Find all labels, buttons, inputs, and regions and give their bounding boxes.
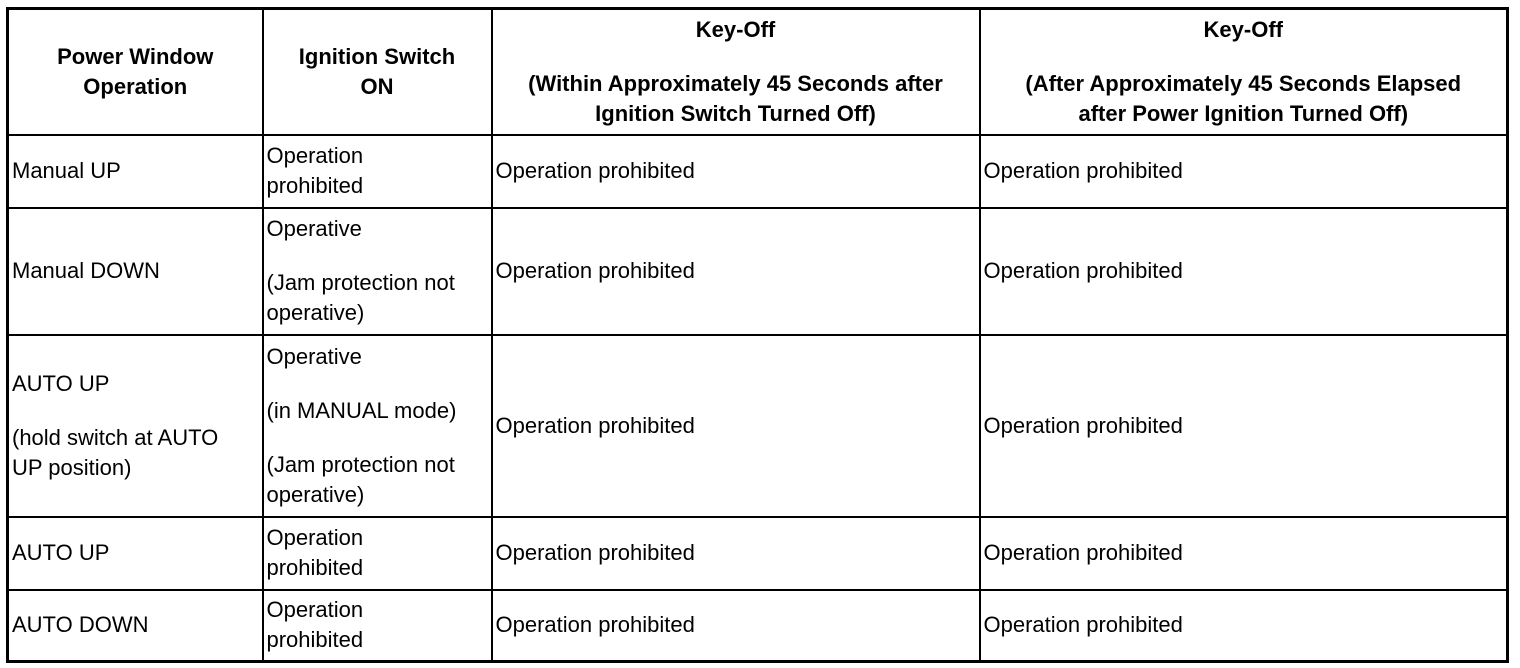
cell-operation: AUTO DOWN: [8, 590, 263, 662]
cell-after-45s: Operation prohibited: [980, 335, 1508, 517]
document-page: [6, 7, 1509, 663]
cell-after-45s: Operation prohibited: [980, 135, 1508, 208]
table-header-row: [8, 9, 1508, 135]
cell-ignition-on: Operative (in MANUAL mode) (Jam protection not operative): [263, 335, 492, 517]
cell-operation: Manual DOWN: [8, 208, 263, 335]
cell-ignition-on: Operation prohibited: [263, 517, 492, 590]
table-row: [8, 517, 1508, 590]
cell-ignition-on: Operation prohibited: [263, 135, 492, 208]
table-row: [8, 335, 1508, 517]
cell-operation: AUTO UP: [8, 517, 263, 590]
table-row: [8, 590, 1508, 662]
cell-after-45s: Operation prohibited: [980, 590, 1508, 662]
cell-within-45s: Operation prohibited: [492, 208, 980, 335]
cell-operation: Manual UP: [8, 135, 263, 208]
header-ignition-switch-on: Ignition Switch ON: [263, 9, 492, 135]
header-power-window-operation: Power Window Operation: [8, 9, 263, 135]
cell-operation: AUTO UP (hold switch at AUTO UP position): [8, 335, 263, 517]
cell-ignition-on: Operative (Jam protection not operative): [263, 208, 492, 335]
header-key-off-within-45s: Key-Off (Within Approximately 45 Seconds after Ignition Switch Turned Off): [492, 9, 980, 135]
table-row: [8, 135, 1508, 208]
cell-within-45s: Operation prohibited: [492, 590, 980, 662]
cell-after-45s: Operation prohibited: [980, 517, 1508, 590]
cell-within-45s: Operation prohibited: [492, 135, 980, 208]
cell-ignition-on: Operation prohibited: [263, 590, 492, 662]
power-window-operation-table: [6, 7, 1509, 663]
table-row: [8, 208, 1508, 335]
cell-after-45s: Operation prohibited: [980, 208, 1508, 335]
cell-within-45s: Operation prohibited: [492, 335, 980, 517]
header-key-off-after-45s: Key-Off (After Approximately 45 Seconds Elapsed after Power Ignition Turned Off): [980, 9, 1508, 135]
cell-within-45s: Operation prohibited: [492, 517, 980, 590]
